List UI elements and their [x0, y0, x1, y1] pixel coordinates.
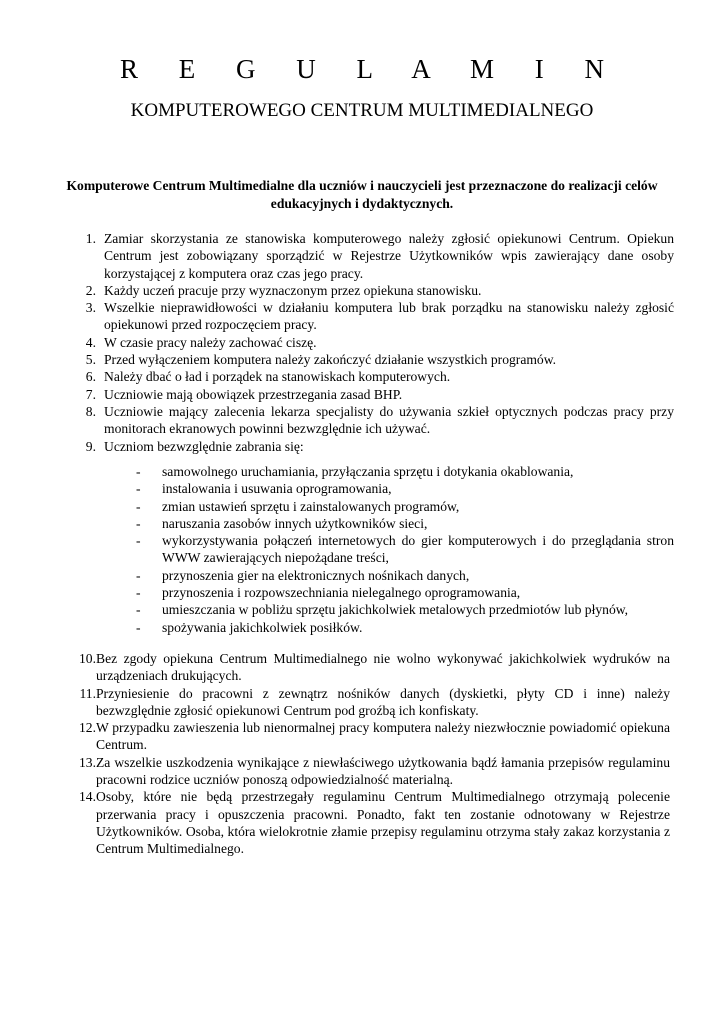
- prohibition-item: [136, 532, 674, 567]
- rule-item: [70, 334, 674, 351]
- dash-bullet: -: [136, 585, 141, 601]
- rule-text: Przed wyłączeniem komputera należy zakończyć działanie wszystkich programów.: [104, 352, 557, 368]
- rule-number: 9.: [85, 438, 96, 454]
- dash-bullet: -: [136, 619, 141, 635]
- rule-text: Wszelkie nieprawidłowości w działaniu komputera lub brak porządku na stanowisku należy zgłosić opiekunowi przed rozpoczęciem pracy.: [104, 300, 674, 333]
- rule-text: Za wszelkie uszkodzenia wynikające z niewłaściwego użytkowania bądź łamania przepisów regulaminu pracowni rodzice uczniów ponoszą odpowiedzialność materialną.: [96, 754, 670, 788]
- prohibition-item: [136, 601, 674, 618]
- prohibition-text: naruszania zasobów innych użytkowników sieci,: [162, 515, 428, 531]
- rule-item: [66, 685, 670, 720]
- rule-text: W czasie pracy należy zachować ciszę.: [104, 334, 317, 350]
- rule-text: Uczniom bezwzględnie zabrania się:: [104, 438, 304, 454]
- document-title: R E G U L A M I N: [119, 54, 621, 84]
- rule-text: Uczniowie mający zalecenia lekarza specjalisty do używania szkieł optycznych podczas pracy przy monitorach ekranowych powinni bezwzględnie ich używać.: [104, 403, 674, 437]
- prohibition-text: instalowania i usuwania oprogramowania,: [162, 481, 392, 497]
- prohibition-text: przynoszenia i rozpowszechniania nielegalnego oprogramowania,: [162, 585, 521, 601]
- rule-item: [66, 650, 670, 685]
- rule-item: [70, 386, 674, 403]
- rule-number: 7.: [85, 386, 96, 402]
- prohibition-item: [136, 480, 674, 497]
- rules-list-part1: [70, 230, 674, 455]
- rule-number: 14.: [79, 789, 96, 805]
- rule-text: Zamiar skorzystania ze stanowiska komputerowego należy zgłosić opiekunowi Centrum. Opiekun Centrum jest zobowiązany sporządzić w Rejestrze Użytkowników wpis zawierający dane osoby korzystającej z komputera oraz czas jego pracy.: [104, 231, 674, 281]
- rule-number: 4.: [85, 334, 96, 350]
- rule-item: [70, 438, 674, 455]
- rule-text: Należy dbać o ład i porządek na stanowiskach komputerowych.: [104, 369, 451, 385]
- rule-text: Bez zgody opiekuna Centrum Multimedialnego nie wolno wykonywać jakichkolwiek wydruków na urządzeniach drukujących.: [96, 651, 670, 684]
- rule-item: [66, 788, 670, 857]
- rule-item: [70, 351, 674, 368]
- prohibition-text: samowolnego uruchamiania, przyłączania sprzętu i dotykania okablowania,: [162, 464, 574, 479]
- dash-bullet: -: [136, 515, 141, 531]
- rule-number: 2.: [85, 282, 96, 298]
- rule-number: 8.: [85, 403, 96, 419]
- rule-item: [66, 719, 670, 754]
- rule-number: 3.: [85, 300, 96, 316]
- rule-text: Uczniowie mają obowiązek przestrzegania zasad BHP.: [104, 386, 403, 402]
- dash-bullet: -: [136, 481, 141, 497]
- dash-bullet: -: [136, 602, 141, 618]
- rule-number: 11.: [79, 685, 96, 701]
- rule-number: 6.: [85, 369, 96, 385]
- dash-bullet: -: [136, 464, 141, 479]
- intro-paragraph: Komputerowe Centrum Multimedialne dla uczniów i nauczycieli jest przeznaczone do realizacji celów edukacyjnych i dydaktycznych.: [66, 178, 658, 211]
- rule-number: 10.: [79, 651, 96, 666]
- prohibition-item: [136, 515, 674, 532]
- rule-item: [70, 230, 674, 282]
- rule-item: [66, 754, 670, 789]
- prohibition-text: umieszczania w pobliżu sprzętu jakichkolwiek metalowych przedmiotów lub płynów,: [162, 602, 629, 618]
- rule-number: 5.: [85, 352, 96, 368]
- rule-number: 12.: [79, 720, 96, 736]
- rule-item: [70, 299, 674, 334]
- prohibition-text: zmian ustawień sprzętu i zainstalowanych programów,: [162, 498, 460, 514]
- rule-text: Każdy uczeń pracuje przy wyznaczonym przez opiekuna stanowisku.: [104, 282, 482, 298]
- rule-text: Osoby, które nie będą przestrzegały regulaminu Centrum Multimedialnego otrzymają polecenie przerwania pracy i opuszczenia pracowni. Ponadto, fakt ten zostanie odnotowany w Rejestrze Użytkowników. Osoba, która wielokrotnie złamie przepisy regulaminu otrzyma stały zakaz korzystania z Centrum Multimedialnego.: [96, 789, 670, 857]
- dash-bullet: -: [136, 567, 141, 583]
- rule-number: 13.: [79, 754, 96, 770]
- prohibition-item: [136, 463, 674, 480]
- rules-list-part2: [66, 650, 670, 858]
- dash-bullet: -: [136, 498, 141, 514]
- rule-item: [70, 282, 674, 299]
- prohibition-text: wykorzystywania połączeń internetowych do gier komputerowych i do przeglądania stron WWW zawierających niepożądane treści,: [162, 533, 674, 566]
- prohibition-text: przynoszenia gier na elektronicznych nośnikach danych,: [162, 567, 470, 583]
- dash-bullet: -: [136, 533, 141, 549]
- prohibitions-list: [136, 463, 674, 636]
- prohibition-text: spożywania jakichkolwiek posiłków.: [162, 619, 363, 635]
- rule-text: W przypadku zawieszenia lub nienormalnej pracy komputera należy niezwłocznie powiadomić opiekuna Centrum.: [96, 720, 670, 753]
- prohibition-item: [136, 498, 674, 515]
- rule-item: [70, 368, 674, 385]
- rule-text: Przyniesienie do pracowni z zewnątrz nośników danych (dyskietki, płyty CD i inne) należy bezwzględnie zgłosić opiekunowi Centrum pod groźbą ich konfiskaty.: [96, 685, 670, 718]
- prohibition-item: [136, 584, 674, 601]
- rule-item: [70, 403, 674, 438]
- document-subtitle: KOMPUTEROWEGO CENTRUM MULTIMEDIALNEGO: [130, 100, 594, 121]
- rule-number: 1.: [85, 231, 96, 246]
- prohibition-item: [136, 567, 674, 584]
- prohibition-item: [136, 619, 674, 636]
